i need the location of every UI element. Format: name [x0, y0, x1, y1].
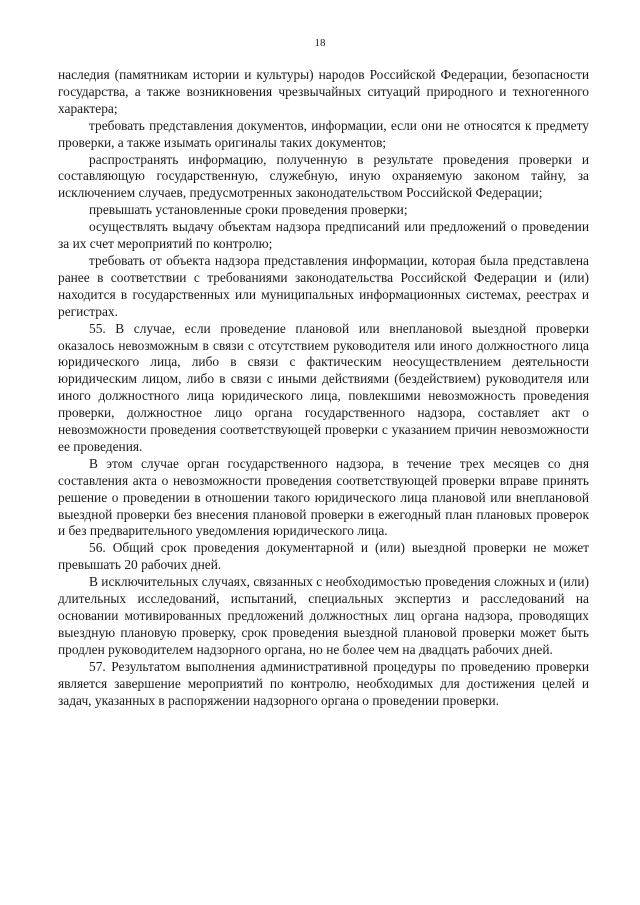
paragraph-documents: требовать представления документов, информации, если они не относятся к предмету проверки, а также изымать оригиналы таких документов;: [58, 117, 589, 150]
paragraph-55-continued: В этом случае орган государственного надзора, в течение трех месяцев со дня составления акта о невозможности проведения соответствующей проверки вправе принять решение о проведении в отношении такого юридического лица плановой или внеплановой выездной проверки без внесения плановой проверки в ежегодный план плановых проверок и без предварительного уведомления юридического лица.: [58, 455, 589, 539]
page-number: 18: [314, 37, 326, 49]
paragraph-deadlines: превышать установленные сроки проведения проверки;: [89, 202, 408, 218]
document-body: [58, 67, 589, 709]
paragraph-56: 56. Общий срок проведения документарной и (или) выездной проверки не может превышать 20 рабочих дней.: [58, 540, 589, 573]
paragraph-57: 57. Результатом выполнения административной процедуры по проведению проверки является завершение мероприятий по контролю, необходимых для достижения целей и задач, указанных в распоряжении надзорного органа о проведении проверки.: [58, 658, 589, 708]
paragraph-secrecy: распространять информацию, полученную в результате проведения проверки и составляющую государственную, служебную, иную охраняемую законом тайну, за исключением случаев, предусмотренных законодательством Российской Федерации;: [58, 151, 589, 201]
paragraph-55: 55. В случае, если проведение плановой или внеплановой выездной проверки оказалось невозможным в связи с отсутствием руководителя или иного должностного лица юридического лица, либо в связи с фактическим неосуществлением деятельности юридическим лицом, либо в связи с иными действиями (бездействием) руководителя или иного должностного лица юридического лица, повлекшими невозможность проведения проверки, должностное лицо органа государственного надзора, составляет акт о невозможности проведения соответствующей проверки с указанием причин невозможности ее проведения.: [58, 320, 589, 454]
paragraph-prescriptions: осуществлять выдачу объектам надзора предписаний или предложений о проведении за их счет мероприятий по контролю;: [58, 219, 589, 252]
paragraph-56-continued: В исключительных случаях, связанных с необходимостью проведения сложных и (или) длительных исследований, испытаний, специальных экспертиз и расследований на основании мотивированных предложений должностных лиц органа надзора, проводящих выездную плановую проверку, срок проведения выездной плановой проверки может быть продлен руководителем надзорного органа, но не более чем на двадцать рабочих дней.: [58, 574, 589, 657]
paragraph-information: требовать от объекта надзора представления информации, которая была представлена ранее в соответствии с требованиями законодательства Российской Федерации и (или) находится в государственных или муниципальных информационных системах, реестрах и регистрах.: [58, 252, 589, 319]
paragraph-continuation: наследия (памятникам истории и культуры) народов Российской Федерации, безопасности государства, а также возникновения чрезвычайных ситуаций природного и техногенного характера;: [58, 67, 589, 116]
